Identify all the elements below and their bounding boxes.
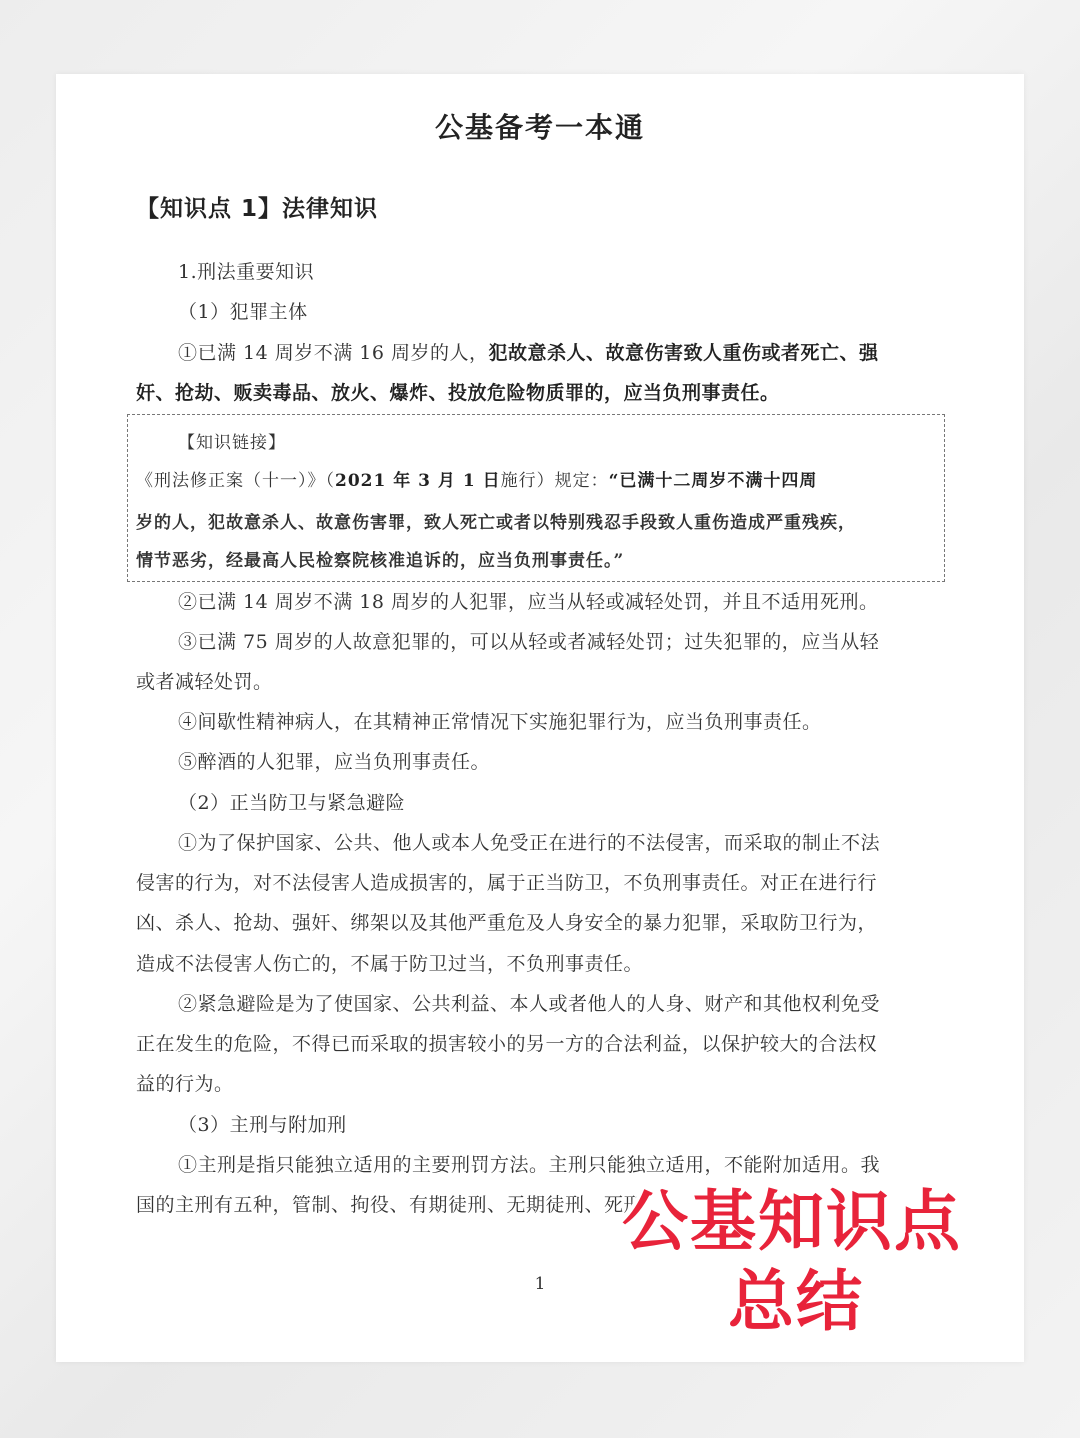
paragraph-line — [178, 338, 950, 365]
subsection-punishments: （3）主刑与附加刑 — [178, 1114, 347, 1136]
paragraph-line: 或者减轻处罚。 — [136, 671, 273, 693]
paragraph-line: 益的行为。 — [136, 1073, 234, 1095]
text-bold-date: 2021 年 3 月 1 日 — [335, 471, 501, 491]
subsection-criminal-subject: （1）犯罪主体 — [178, 301, 308, 323]
subsection-self-defense: （2）正当防卫与紧急避险 — [178, 792, 406, 814]
knowledge-link-label: 【知识链接】 — [178, 433, 286, 453]
page-number: 1 — [534, 1274, 546, 1294]
paragraph-line: ②紧急避险是为了使国家、公共利益、本人或者他人的人身、财产和其他权利免受 — [178, 993, 881, 1015]
page-title: 公基备考一本通 — [434, 111, 645, 144]
overlay-title-line1: 公基知识点 — [622, 1183, 962, 1260]
paragraph-line: 侵害的行为，对不法侵害人造成损害的，属于正当防卫，不负刑事责任。对正在进行行 — [136, 872, 878, 894]
text-normal: 施行）规定： — [500, 471, 609, 491]
text-normal: ①已满 14 周岁不满 16 周岁的人， — [178, 342, 489, 364]
paragraph-line: 正在发生的危险，不得已而采取的损害较小的另一方的合法利益，以保护较大的合法权 — [136, 1033, 878, 1055]
knowledge-point-heading: 【知识点 1】法律知识 — [136, 196, 379, 222]
paragraph-line: ①主刑是指只能独立适用的主要刑罚方法。主刑只能独立适用，不能附加适用。我 — [178, 1154, 881, 1176]
section-title-criminal-law: 1.刑法重要知识 — [178, 261, 315, 283]
knowledge-link-line: 岁的人，犯故意杀人、故意伤害罪，致人死亡或者以特别残忍手段致人重伤造成严重残疾， — [136, 513, 856, 533]
overlay-title-line2: 总结 — [728, 1263, 864, 1340]
knowledge-link-line — [136, 466, 944, 491]
knowledge-link-line: 情节恶劣，经最高人民检察院核准追诉的，应当负刑事责任。” — [136, 551, 625, 571]
text-bold: 犯故意杀人、故意伤害致人重伤或者死亡、强 — [488, 342, 879, 364]
paragraph-line: ①为了保护国家、公共、他人或本人免受正在进行的不法侵害，而采取的制止不法 — [178, 832, 881, 854]
paragraph-line: ⑤醉酒的人犯罪，应当负刑事责任。 — [178, 751, 491, 773]
paragraph-line: 凶、杀人、抢劫、强奸、绑架以及其他严重危及人身安全的暴力犯罪，采取防卫行为， — [136, 912, 878, 934]
paragraph-line: ④间歇性精神病人，在其精神正常情况下实施犯罪行为，应当负刑事责任。 — [178, 711, 822, 733]
paragraph-line: ②已满 14 周岁不满 18 周岁的人犯罪，应当从轻或减轻处罚，并且不适用死刑。 — [178, 591, 879, 613]
text-normal: 《刑法修正案（十一）》（ — [136, 471, 335, 491]
text-bold: “已满十二周岁不满十四周 — [608, 471, 818, 491]
paragraph-line-bold: 奸、抢劫、贩卖毒品、放火、爆炸、投放危险物质罪的，应当负刑事责任。 — [136, 382, 780, 404]
paragraph-line: ③已满 75 周岁的人故意犯罪的，可以从轻或者减轻处罚；过失犯罪的，应当从轻 — [178, 631, 880, 653]
paragraph-line: 造成不法侵害人伤亡的，不属于防卫过当，不负刑事责任。 — [136, 953, 644, 975]
paragraph-line: 国的主刑有五种，管制、拘役、有期徒刑、无期徒刑、死刑 — [136, 1194, 644, 1216]
